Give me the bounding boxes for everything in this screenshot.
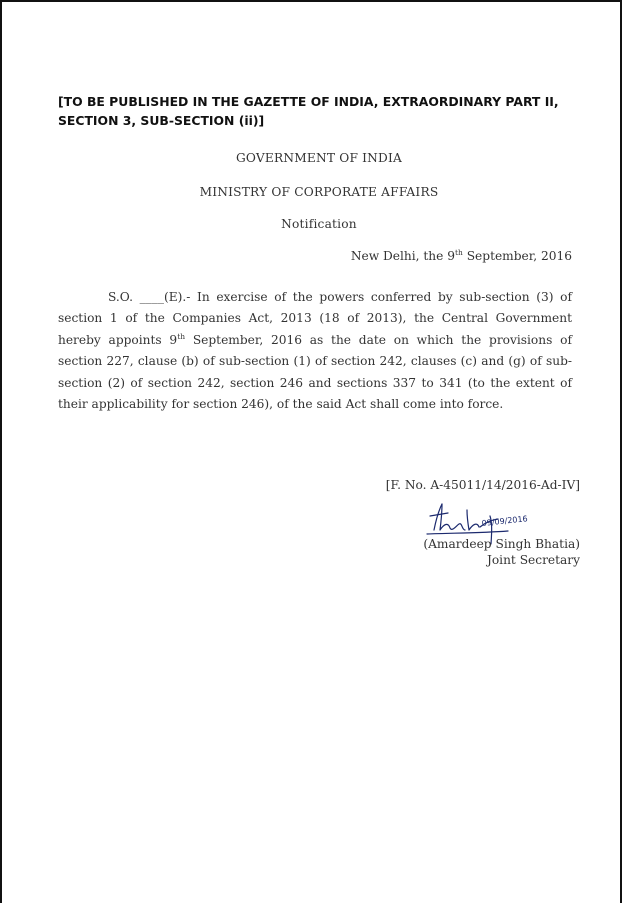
notification-title: Notification bbox=[281, 217, 357, 231]
body-paragraph bbox=[58, 287, 572, 415]
government-line: GOVERNMENT OF INDIA bbox=[235, 151, 403, 165]
page-left-border bbox=[0, 0, 2, 903]
page-top-border bbox=[0, 0, 620, 2]
page-right-border bbox=[620, 0, 622, 903]
date-superscript: th bbox=[454, 247, 463, 257]
gazette-header: [TO BE PUBLISHED IN THE GAZETTE OF INDIA, EXTRAORDINARY PART II, SECTION 3, SUB-SECTION (ii)] bbox=[58, 94, 559, 128]
notification-body bbox=[58, 287, 572, 415]
date-suffix: September, 2016 bbox=[462, 249, 572, 263]
date-prefix: New Delhi, the 9 bbox=[350, 249, 455, 263]
signatory-block bbox=[423, 536, 580, 568]
body-superscript: th bbox=[177, 331, 186, 341]
signatory-name: (Amardeep Singh Bhatia) bbox=[423, 537, 580, 551]
file-number: [F. No. A-45011/14/2016-Ad-IV] bbox=[385, 478, 580, 492]
body-part-1: S.O. ____(E).- In exercise of the powers conferred by sub-section (3) of section 1 of the Companies Act, 2013 (18 of 2013), the Central Government hereby appoints 9 bbox=[58, 290, 572, 347]
body-part-2: September, 2016 as the date on which the provisions of section 227, clause (b) of sub-section (1) of section 242, clauses (c) and (g) of sub-section (2) of section 242, section 246 and sections 337 to 341 (to the extent of their applicability for section 246), of the said Act shall come into force. bbox=[58, 332, 572, 412]
signatory-designation: Joint Secretary bbox=[486, 553, 580, 567]
signature-date: 09/09/2016 bbox=[481, 514, 529, 528]
date-line bbox=[351, 249, 572, 263]
ministry-line: MINISTRY OF CORPORATE AFFAIRS bbox=[199, 185, 439, 199]
